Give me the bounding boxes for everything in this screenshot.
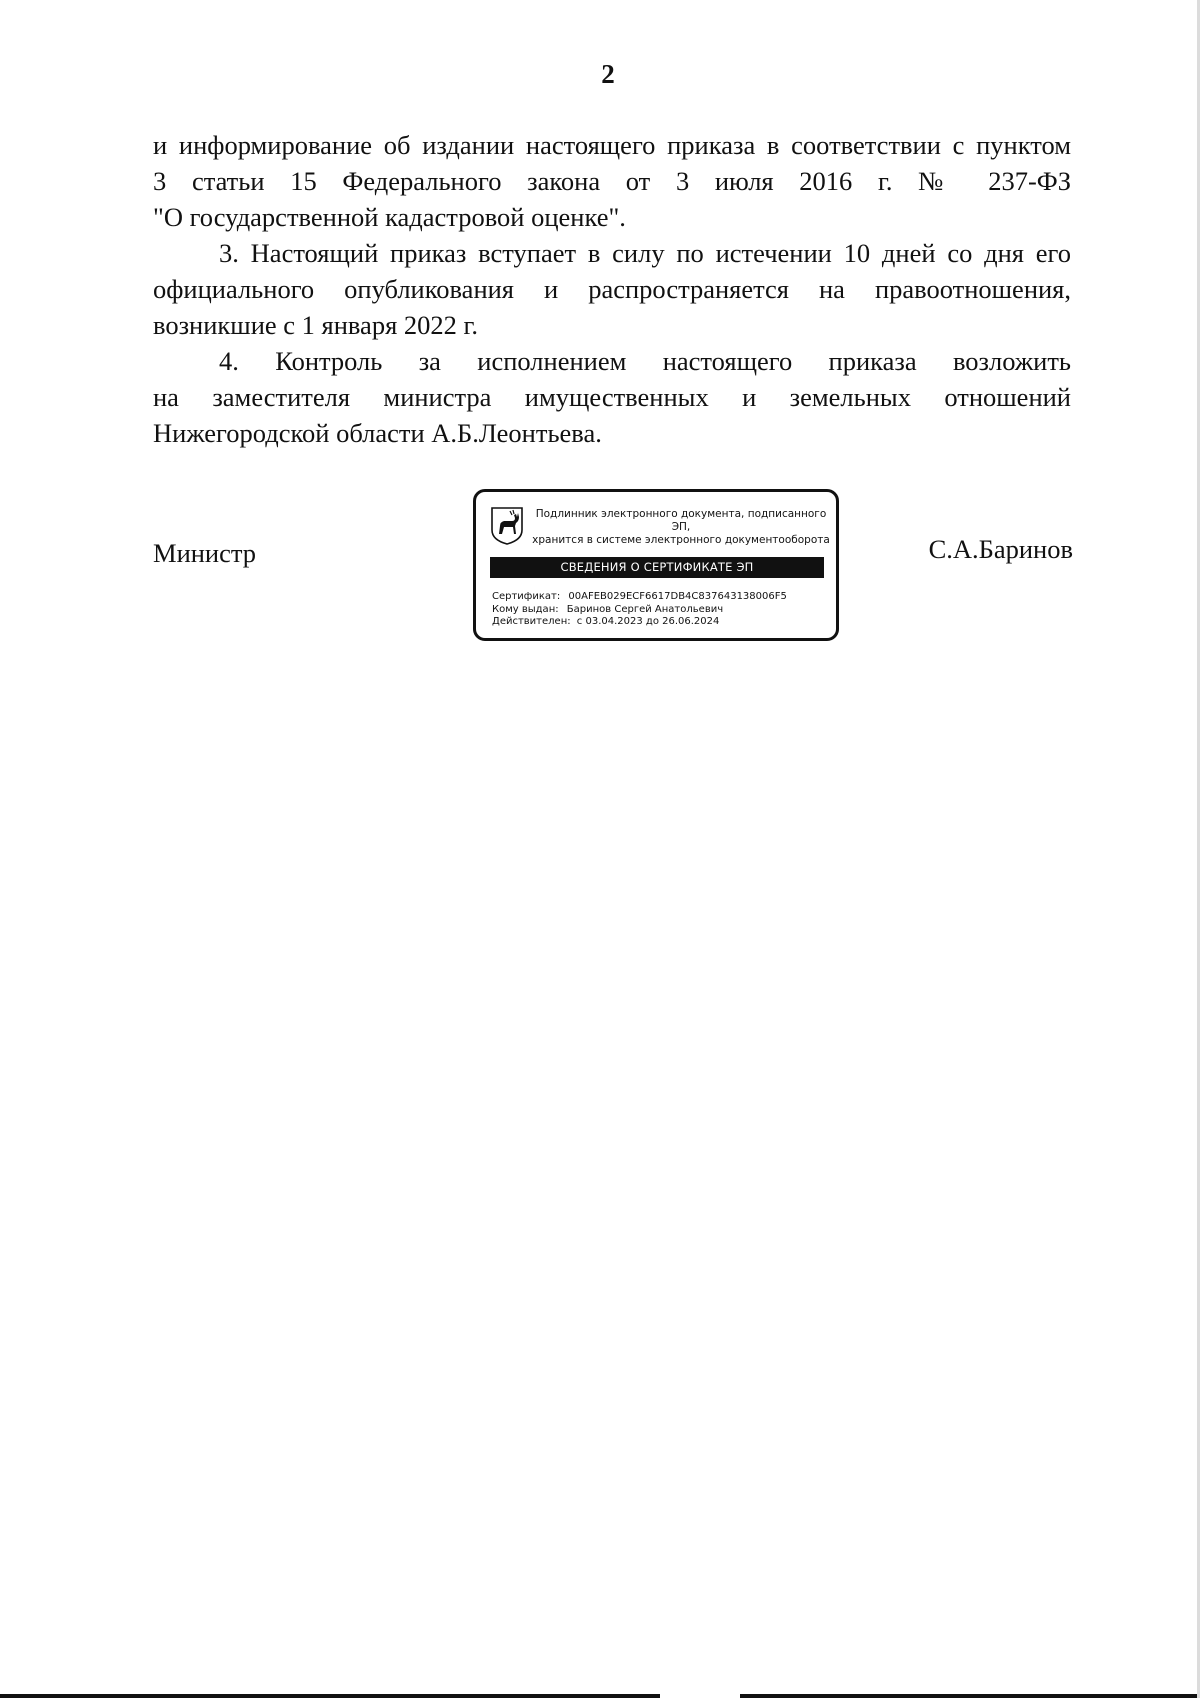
paragraph-line: Нижегородской области А.Б.Леонтьева. [153,418,602,448]
issued-to-row [492,604,827,617]
paragraph-line [153,235,1071,271]
signatory-position: Министр [153,538,257,568]
document-body [153,127,1071,451]
paragraph-informing [153,127,1071,235]
stamp-header-line: хранится в системе электронного документооборота [532,534,830,546]
stamp-title-bar: СВЕДЕНИЯ О СЕРТИФИКАТЕ ЭП [490,557,824,578]
line-text: официального опубликования и распространяется на правоотношения, [153,274,1071,304]
issued-to-value: Баринов Сергей Анатольевич [566,603,724,615]
line-text: 4. Контроль за исполнением настоящего приказа возложить [219,346,1071,376]
line-text: и информирование об издании настоящего приказа в соответствии с пунктом [153,130,1071,160]
nizhny-novgorod-deer-emblem-icon [490,506,524,546]
signatory-name: С.А.Баринов [928,534,1073,564]
certificate-value: 00AFEB029ECF6617DB4C837643138006F5 [568,591,787,602]
line-text: 3 статьи 15 Федерального закона от 3 июля 2016 г. № 237-ФЗ [153,166,1071,196]
paragraph-line [153,127,1071,163]
validity-value: с 03.04.2023 до 26.06.2024 [576,616,720,627]
stamp-header-line: Подлинник электронного документа, подписанного ЭП, [535,508,827,533]
electronic-signature-stamp [473,489,839,641]
validity-label: Действителен: [492,616,571,627]
paragraph-item-4 [153,343,1071,451]
line-text: на заместителя министра имущественных и земельных отношений [153,382,1071,412]
paragraph-line: возникшие с 1 января 2022 г. [153,310,479,340]
scan-edge-bottom [0,1694,1200,1698]
stamp-certificate-details [492,591,827,629]
issued-to-label: Кому выдан: [492,603,559,615]
paragraph-line [153,163,1071,199]
certificate-row [492,591,827,604]
certificate-label: Сертификат: [492,591,561,602]
validity-row [492,616,827,629]
line-text: 3. Настоящий приказ вступает в силу по истечении 10 дней со дня его [219,238,1071,268]
paragraph-line: "О государственной кадастровой оценке". [153,202,626,232]
paragraph-line [153,379,1071,415]
page-number: 2 [601,59,615,89]
paragraph-line [153,271,1071,307]
paragraph-line [153,343,1071,379]
paragraph-item-3 [153,235,1071,343]
stamp-header [526,508,836,547]
